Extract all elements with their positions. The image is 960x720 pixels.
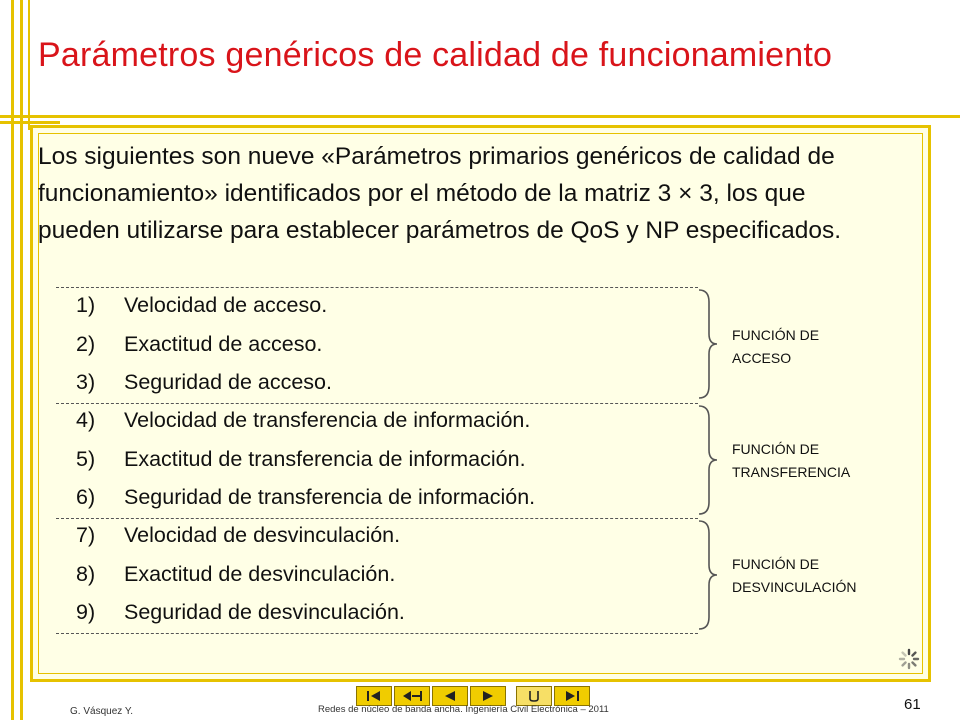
next-slide-button[interactable] [470,686,506,706]
list-item [76,485,535,510]
return-button[interactable] [516,686,552,706]
group-label-line: FUNCIÓN DE [732,327,820,343]
group-label-line: FUNCIÓN DE [732,441,820,457]
item-number: 6) [76,485,96,509]
list-item [76,447,526,472]
group-label-line: FUNCIÓN DE [732,556,820,572]
group-label-transfer [732,438,850,484]
separator-2 [56,518,698,519]
item-number: 2) [76,332,96,356]
left-rule-3 [28,0,30,130]
return-icon [526,690,542,702]
list-item [76,600,405,625]
item-number: 3) [76,370,96,394]
list-item [76,408,530,433]
item-text: Exactitud de acceso. [124,332,323,356]
next-icon [480,690,496,702]
previous-section-button[interactable] [394,686,430,706]
intro-paragraph: Los siguientes son nueve «Parámetros primarios genéricos de calidad de funcionamiento» identificados por el método de la matriz 3 × 3, los que pueden utilizarse para establecer parámetros de QoS y NP especificados. [38,143,842,244]
first-slide-button[interactable] [356,686,392,706]
item-text: Velocidad de transferencia de información. [124,408,531,432]
list-item [76,562,395,587]
item-text: Seguridad de acceso. [124,370,332,394]
left-rule-1 [11,0,14,720]
list-item [76,523,400,548]
previous-section-icon [401,690,423,702]
last-icon [563,690,581,702]
last-slide-button[interactable] [554,686,590,706]
left-rule-2 [20,0,23,720]
list-item [76,293,327,318]
brace-access [697,288,719,400]
brace-disconnect [697,519,719,631]
group-label-line: TRANSFERENCIA [732,464,851,480]
loading-spinner-icon [898,648,920,670]
group-label-line: ACCESO [732,350,792,366]
brace-transfer [697,404,719,516]
item-text: Seguridad de desvinculación. [124,600,405,624]
item-number: 8) [76,562,96,586]
item-text: Exactitud de desvinculación. [124,562,396,586]
item-text: Exactitud de transferencia de información. [124,447,526,471]
top-rule-1 [0,115,960,118]
list-item [76,332,322,357]
page-number: 61 [904,696,921,713]
item-number: 9) [76,600,96,624]
footer-course: Redes de núcleo de banda ancha. Ingeniería Civil Electrónica – 2011 [318,704,609,715]
item-text: Velocidad de acceso. [124,293,328,317]
list-item [76,370,332,395]
separator-top [56,287,698,288]
first-icon [365,690,383,702]
top-rule-2 [0,121,60,124]
item-number: 4) [76,408,96,432]
separator-1 [56,403,698,404]
previous-icon [442,690,458,702]
item-text: Velocidad de desvinculación. [124,523,401,547]
group-label-line: DESVINCULACIÓN [732,579,857,595]
slide-title: Parámetros genéricos de calidad de funcionamiento [38,36,833,74]
previous-slide-button[interactable] [432,686,468,706]
item-number: 7) [76,523,96,547]
item-text: Seguridad de transferencia de información. [124,485,536,509]
group-label-disconnect [732,553,856,599]
slide-navigation [356,686,590,706]
footer-author: G. Vásquez Y. [70,706,134,717]
item-number: 5) [76,447,96,471]
separator-bottom [56,633,698,634]
item-number: 1) [76,293,96,317]
group-label-access [732,324,819,370]
